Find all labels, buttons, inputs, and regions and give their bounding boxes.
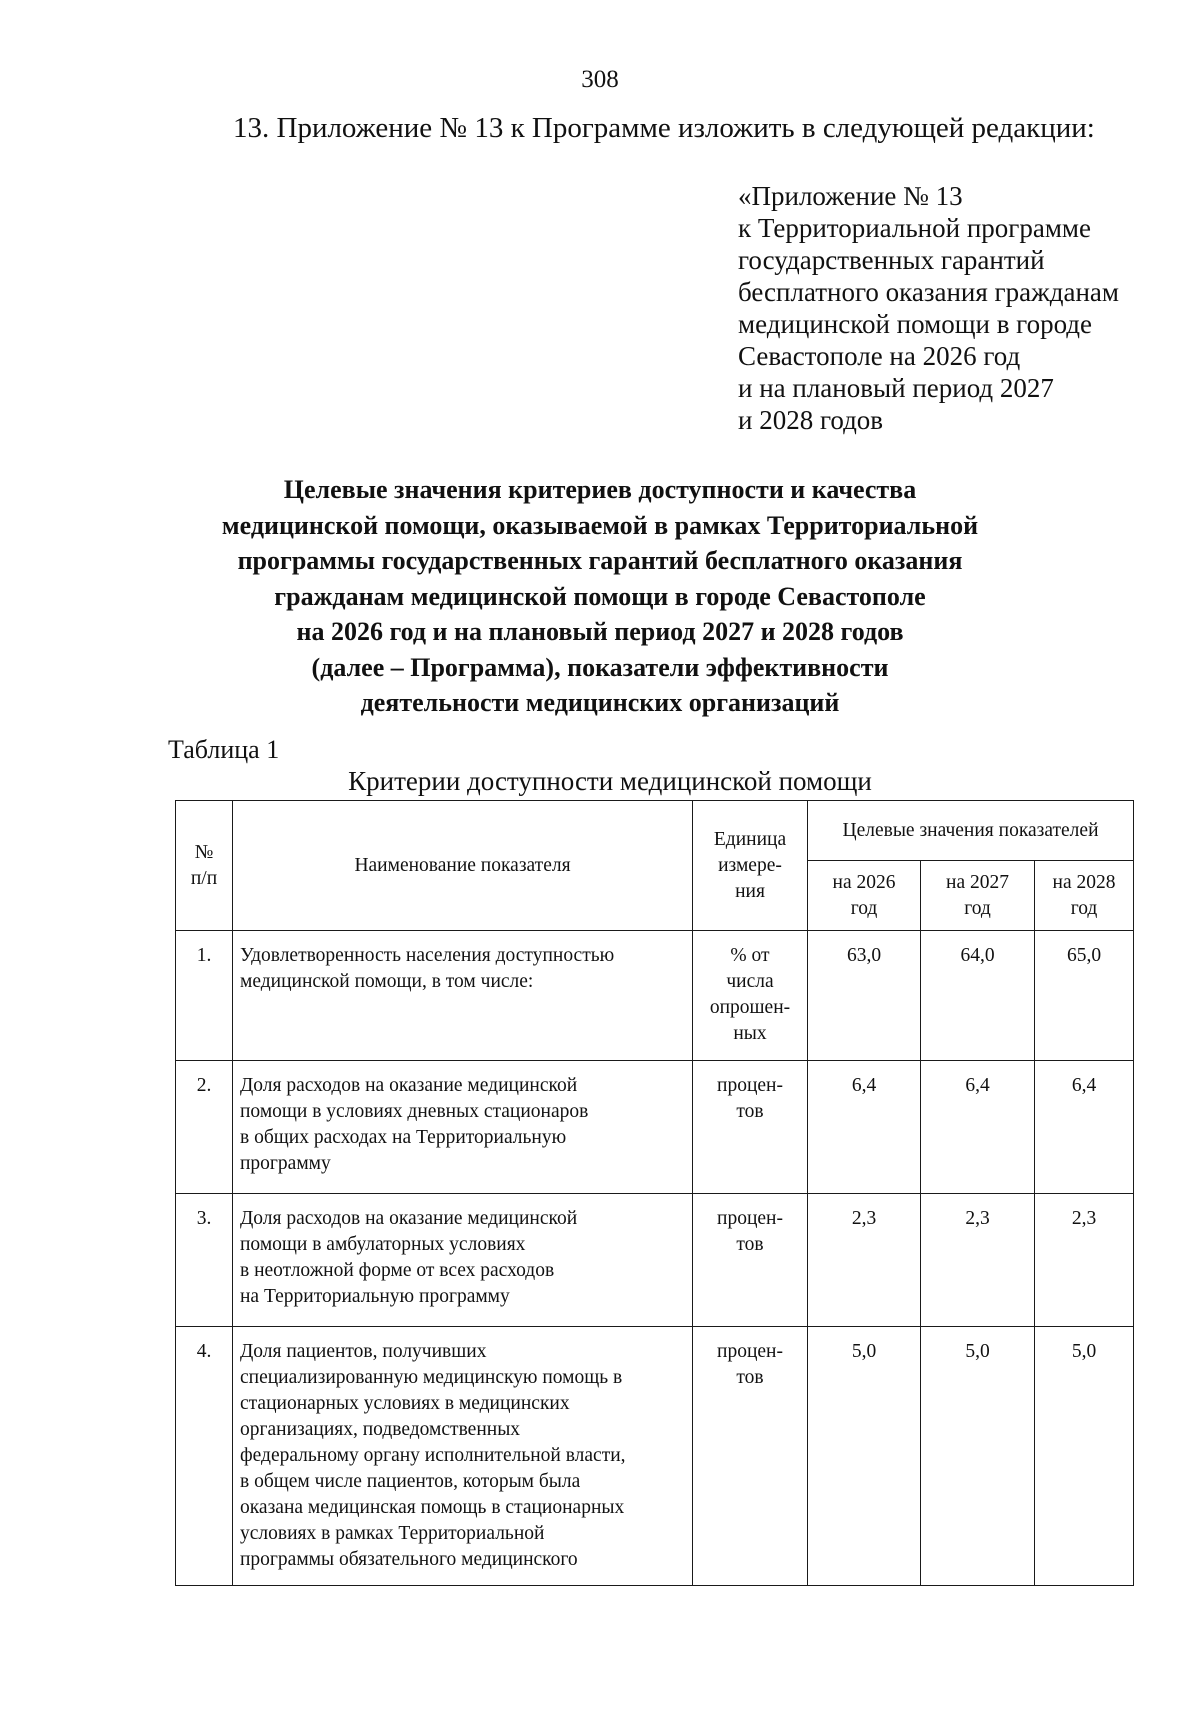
name-line: организациях, подведомственных	[240, 1419, 521, 1440]
unit-line: процен-	[717, 1208, 783, 1229]
title-line: Целевые значения критериев доступности и качества	[283, 475, 917, 504]
row-indicator-name	[233, 931, 693, 1061]
name-line: на Территориальную программу	[240, 1286, 510, 1307]
header-unit-line: ния	[735, 880, 765, 902]
unit-line: тов	[736, 1234, 764, 1255]
value-2028: 6,4	[1035, 1061, 1134, 1194]
value-2027: 2,3	[921, 1194, 1035, 1327]
title-line: (далее – Программа), показатели эффективности	[311, 652, 889, 682]
header-unit	[693, 801, 808, 931]
header-year-line: на 2026	[832, 871, 896, 893]
name-line: оказана медицинская помощь в стационарных	[240, 1497, 625, 1518]
row-number: 2.	[176, 1061, 233, 1194]
title-line: медицинской помощи, оказываемой в рамках Территориальной	[221, 510, 979, 540]
name-line: в общих расходах на Территориальную	[240, 1127, 567, 1148]
header-year-line: год	[964, 897, 991, 919]
row-unit	[693, 1194, 808, 1327]
value-2028: 65,0	[1035, 931, 1134, 1061]
name-line: условиях в рамках Территориальной	[240, 1523, 545, 1544]
table-row	[176, 1327, 1134, 1586]
header-number-line: №	[194, 841, 214, 863]
appendix-line: и на плановый период 2027	[738, 373, 1054, 403]
value-2026: 5,0	[808, 1327, 921, 1586]
row-indicator-name	[233, 1327, 693, 1586]
name-line: федеральному органу исполнительной власти,	[240, 1445, 626, 1466]
value-2028: 5,0	[1035, 1327, 1134, 1586]
header-unit-line: измере-	[718, 854, 782, 876]
row-number: 4.	[176, 1327, 233, 1586]
appendix-line: Севастополе на 2026 год	[738, 341, 1021, 371]
header-year-line: на 2027	[946, 871, 1009, 893]
name-line: программу	[240, 1153, 331, 1174]
header-year-line: год	[850, 897, 878, 919]
criteria-table	[175, 800, 1134, 1586]
row-number: 3.	[176, 1194, 233, 1327]
row-unit	[693, 931, 808, 1061]
appendix-line: и 2028 годов	[738, 405, 884, 435]
value-2026: 6,4	[808, 1061, 921, 1194]
header-year-line: год	[1070, 897, 1098, 919]
value-2026: 63,0	[808, 931, 921, 1061]
value-2026: 2,3	[808, 1194, 921, 1327]
row-unit	[693, 1061, 808, 1194]
appendix-line: государственных гарантий	[738, 245, 1045, 275]
header-year-2026	[808, 861, 921, 931]
appendix-line: «Приложение № 13	[738, 181, 963, 211]
title-line: на 2026 год и на плановый период 2027 и 2028 годов	[296, 617, 904, 646]
header-unit-line: Единица	[713, 828, 787, 850]
title-line: гражданам медицинской помощи в городе Севастополе	[274, 581, 926, 611]
row-unit	[693, 1327, 808, 1586]
name-line: Доля пациентов, получивших	[240, 1341, 487, 1362]
value-2027: 64,0	[921, 931, 1035, 1061]
name-line: в неотложной форме от всех расходов	[240, 1260, 555, 1281]
unit-line: опрошен-	[709, 997, 791, 1018]
table-row	[176, 1194, 1134, 1327]
appendix-line: к Территориальной программе	[738, 213, 1091, 243]
name-line: помощи в условиях дневных стационаров	[240, 1101, 589, 1122]
name-line: специализированную медицинскую помощь в	[240, 1367, 623, 1388]
name-line: Удовлетворенность населения доступностью	[240, 945, 615, 966]
value-2027: 6,4	[921, 1061, 1035, 1194]
header-year-2028	[1035, 861, 1134, 931]
value-2028: 2,3	[1035, 1194, 1134, 1327]
unit-line: % от	[730, 945, 770, 966]
intro-paragraph: 13. Приложение № 13 к Программе изложить в следующей редакции:	[233, 112, 1095, 144]
header-year-2027	[921, 861, 1035, 931]
name-line: помощи в амбулаторных условиях	[240, 1234, 526, 1255]
name-line: стационарных условиях в медицинских	[240, 1393, 570, 1414]
table-row	[176, 931, 1134, 1061]
header-number	[176, 801, 233, 931]
row-number: 1.	[176, 931, 233, 1061]
document-title	[0, 472, 1200, 721]
value-2027: 5,0	[921, 1327, 1035, 1586]
unit-line: процен-	[717, 1341, 783, 1362]
table-label: Таблица 1	[168, 735, 280, 764]
unit-line: тов	[736, 1367, 764, 1388]
table-row	[176, 1061, 1134, 1194]
row-indicator-name	[233, 1194, 693, 1327]
name-line: медицинской помощи, в том числе:	[240, 971, 534, 992]
table-header-row	[176, 801, 1134, 861]
appendix-reference	[738, 180, 1119, 436]
table-caption: Критерии доступности медицинской помощи	[348, 766, 872, 796]
unit-line: тов	[736, 1101, 764, 1122]
title-line: программы государственных гарантий бесплатного оказания	[237, 546, 963, 575]
unit-line: ных	[733, 1023, 767, 1044]
name-line: в общем числе пациентов, которым была	[240, 1471, 581, 1492]
unit-line: числа	[726, 971, 774, 992]
row-indicator-name	[233, 1061, 693, 1194]
unit-line: процен-	[717, 1075, 783, 1096]
header-target-values: Целевые значения показателей	[808, 801, 1134, 861]
title-line: деятельности медицинских организаций	[360, 688, 840, 717]
header-year-line: на 2028	[1052, 871, 1116, 893]
header-name: Наименование показателя	[233, 801, 693, 931]
name-line: Доля расходов на оказание медицинской	[240, 1208, 578, 1229]
page-number: 308	[581, 66, 619, 93]
appendix-line: медицинской помощи в городе	[738, 309, 1093, 339]
header-number-line: п/п	[190, 867, 218, 889]
appendix-line: бесплатного оказания гражданам	[738, 277, 1119, 307]
name-line: программы обязательного медицинского	[240, 1549, 578, 1570]
name-line: Доля расходов на оказание медицинской	[240, 1075, 578, 1096]
